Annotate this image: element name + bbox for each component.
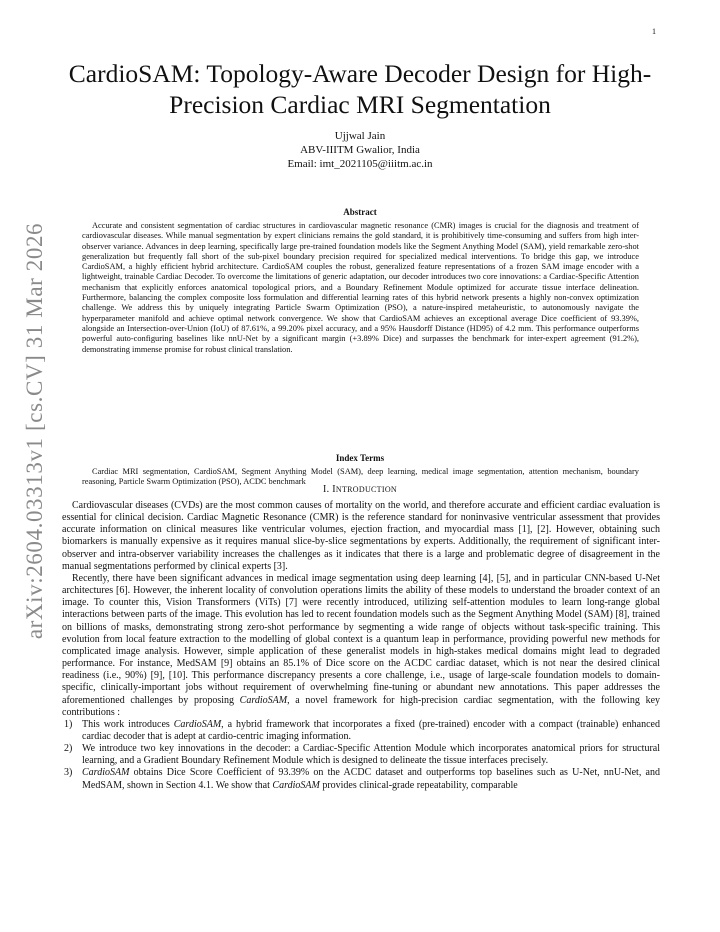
- list-item: [62, 719, 660, 743]
- section-numeral: I.: [323, 484, 330, 495]
- author-affiliation: ABV-IIITM Gwalior, India: [300, 144, 420, 156]
- author-block: [160, 129, 560, 171]
- list-item-emph: CardioSAM: [272, 779, 320, 791]
- introduction-body: [62, 500, 660, 792]
- list-item-emph: CardioSAM: [82, 767, 130, 779]
- paragraph-2-emph: CardioSAM: [239, 694, 288, 706]
- list-item-number: 1): [64, 718, 73, 730]
- list-item: [62, 767, 660, 791]
- contributions-list: [62, 719, 660, 792]
- list-item-text: provides clinical-grade repeatability, comparable: [319, 779, 518, 791]
- index-terms-text: Cardiac MRI segmentation, CardioSAM, Segment Anything Model (SAM), deep learning, medical image segmentation, attention mechanism, boundary reasoning, Particle Swarm Optimization (PSO), ACDC benchmark: [82, 467, 639, 487]
- list-item: [62, 743, 660, 767]
- list-item-number: 2): [64, 743, 73, 755]
- author-name: Ujjwal Jain: [334, 130, 386, 142]
- section-title-first: I: [332, 484, 336, 495]
- list-item-emph: CardioSAM: [173, 718, 222, 730]
- abstract-text: Accurate and consistent segmentation of cardiac structures in cardiovascular magnetic resonance (CMR) images is crucial for the diagnosis and treatment of cardiovascular diseases. While manual segmentation by expert clinicians remains the gold standard, it is prohibitively time-consuming and suffers from high inter-observer variance. Advances in deep learning, specifically large pre-trained foundation models like the Segment Anything Model (SAM), yield remarkable zero-shot generalization but frequently fall short of the sub-pixel boundary precision required for specialized medical interventions. To bridge this gap, we introduce CardioSAM, a highly efficient hybrid architecture. CardioSAM couples the robust, generalized feature representations of a frozen SAM image encoder with a lightweight, trainable Cardiac Decoder. To overcome the limitations of generic adaptation, our decoder introduces two core innovations: a Cardiac-Specific Attention mechanism that explicitly enforces anatomical topological priors, and a Boundary Refinement Module optimized for accurate tissue interface delineation. Furthermore, balancing the complex composite loss formulation and differential learning rates of this hybrid network presents a highly non-convex optimization challenge. We address this by uniquely integrating Particle Swarm Optimization (PSO), a nature-inspired metaheuristic, to autonomously navigate the hyperparameter manifold and achieve optimal network convergence. We show that CardioSAM achieves an exceptional average Dice coefficient of 93.39%, alongside an Intersection-over-Union (IoU) of 87.61%, a 99.20% pixel accuracy, and a 95% Hausdorff Distance (HD95) of 4.2 mm. This performance outperforms powerful auto-configuring baselines like nnU-Net by a significant margin (+3.89% Dice) and surpasses the benchmark for inter-expert agreement (91.2%), demonstrating immense promise for robust clinical translation.: [82, 221, 639, 354]
- page-number: 1: [652, 27, 656, 36]
- abstract-heading: Abstract: [343, 207, 377, 217]
- index-terms-heading: Index Terms: [335, 453, 385, 463]
- list-item-number: 3): [64, 767, 73, 779]
- list-item-text: , a hybrid framework that incorporates a fixed (pre-trained) encoder with a compact (trainable) enhanced cardiac decoder that is adept at cardio-centric imaging information.: [82, 718, 660, 742]
- list-item-text: obtains Dice Score Coefficient of 93.39% on the ACDC dataset and outperforms top baselines such as U-Net, nnU-Net, and MedSAM, shown in Section 4.1. We show that: [82, 767, 660, 791]
- section-title-rest: NTRODUCTION: [335, 485, 397, 494]
- list-item-text: This work introduces: [82, 718, 174, 730]
- paragraph-2-tail: , a novel framework for high-precision cardiac segmentation, with the following key contributions :: [62, 694, 661, 718]
- paragraph-1: Cardiovascular diseases (CVDs) are the most common causes of mortality on the world, and therefore accurate and efficient cardiac evaluation is essential for clinical decision. Cardiac Magnetic Resonance (CMR) is the reference standard for noninvasive ventricular assessment that provides accurate information on clinical measures like ventricular volumes, ejection fraction, and myocardial mass [1], [2]. However, obtaining such biomarkers is manually expensive as it requires manual slice-by-slice segmentations by experts. Additionally, the requirement of significant inter-observer and intra-observer variability increases the challenges as it indicates that there is a large and problematic degree of disagreement in the manual segmentations performed by clinical experts [3].: [62, 500, 660, 572]
- author-email: Email: imt_2021105@iiitm.ac.in: [287, 158, 433, 170]
- paragraph-2-text: Recently, there have been significant advances in medical image segmentation using deep learning [4], [5], and in particular CNN-based U-Net architectures [6]. However, the inherent locality of convolution operations limits the ability of these models to understand the broader context of an image. To counter this, Vision Transformers (ViTs) [7] were recently introduced, utilizing self-attention modules to learn long-range global interactions between parts of the image. This evolution has led to recent foundation models such as the Segment Anything Model (SAM) [8], trained on billions of masks, demonstrating strong zero-shot performance by segmenting a wide range of objects without task-specific training. This evolution from local feature extraction to the modelling of global context is a quantum leap in performance, providing powerful new methods for complicated image analysis. However, simple application of these generalist models in high-stakes medical domains might lead to degraded performance. For instance, MedSAM [9] obtains an 85.1% of Dice score on the ACDC cardiac dataset, which is not near the desired clinical readiness (i.e., 90%) [9], [10]. This performance discrepancy presents a core challenge, i.e., usage of large-scale foundation models to domain-specific, clinically-important jobs without requirement of overwhelming fine-tuning or abundant new annotations. This paper addresses the aforementioned challenges by proposing: [62, 572, 660, 706]
- arxiv-identifier: arXiv:2604.03313v1 [cs.CV] 31 Mar 2026: [22, 222, 47, 640]
- paragraph-2: [62, 573, 660, 719]
- section-heading: [0, 484, 720, 495]
- list-item-text: We introduce two key innovations in the decoder: a Cardiac-Specific Attention Module which incorporates anatomical priors for structural learning, and a Gradient Boundary Refinement Module which is designed to delineate the tissue interfaces precisely.: [82, 743, 660, 767]
- paper-title: CardioSAM: Topology-Aware Decoder Design for High-Precision Cardiac MRI Segmentation: [68, 59, 652, 119]
